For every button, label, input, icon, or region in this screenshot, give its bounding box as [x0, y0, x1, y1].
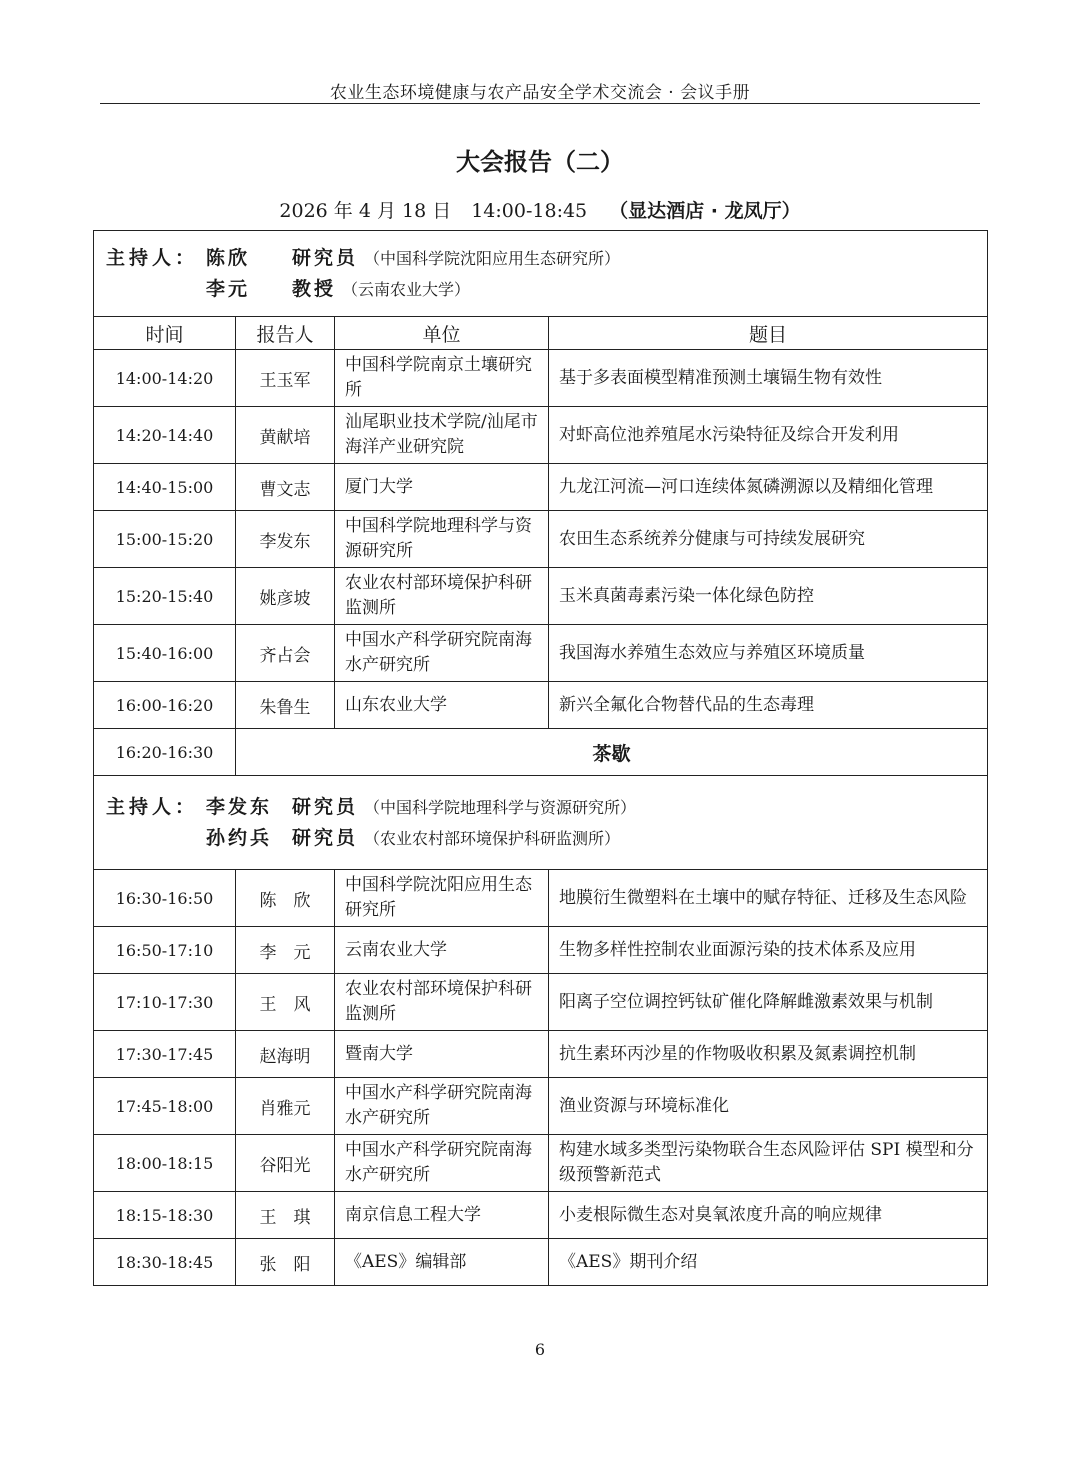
topic-cell: 地膜衍生微塑料在土壤中的赋存特征、迁移及生态风险: [549, 870, 988, 927]
column-header-row: [94, 317, 988, 350]
session-venue: （显达酒店 · 龙凤厅）: [609, 200, 801, 222]
host-label: 主持人：: [106, 795, 199, 818]
time-cell: 14:40-15:00: [94, 464, 236, 511]
running-header: 农业生态环境健康与农产品安全学术交流会 · 会议手册: [329, 83, 751, 103]
speaker-cell: 王 琪: [236, 1192, 335, 1239]
session-time: 14:00-18:45: [471, 200, 588, 222]
speaker-cell: 李 元: [236, 927, 335, 974]
table-row: [94, 464, 988, 511]
time-cell: 16:00-16:20: [94, 682, 236, 729]
time-cell: 14:20-14:40: [94, 407, 236, 464]
table-row: [94, 625, 988, 682]
host-title: 研究员: [292, 246, 359, 269]
org-cell: 中国水产科学研究院南海水产研究所: [335, 625, 549, 682]
org-cell: 南京信息工程大学: [335, 1192, 549, 1239]
org-cell: 农业农村部环境保护科研监测所: [335, 974, 549, 1031]
topic-cell: 《AES》期刊介绍: [549, 1239, 988, 1286]
topic-cell: 九龙江河流—河口连续体氮磷溯源以及精细化管理: [549, 464, 988, 511]
org-cell: 中国科学院南京土壤研究所: [335, 350, 549, 407]
speaker-cell: 王 风: [236, 974, 335, 1031]
time-cell: 17:45-18:00: [94, 1078, 236, 1135]
topic-cell: 小麦根际微生态对臭氧浓度升高的响应规律: [549, 1192, 988, 1239]
table-row: [94, 1192, 988, 1239]
org-cell: 云南农业大学: [335, 927, 549, 974]
topic-cell: 农田生态系统养分健康与可持续发展研究: [549, 511, 988, 568]
host-title: 教授: [292, 277, 337, 300]
speaker-cell: 谷阳光: [236, 1135, 335, 1192]
time-cell: 16:50-17:10: [94, 927, 236, 974]
topic-cell: 构建水域多类型污染物联合生态风险评估 SPI 模型和分级预警新范式: [549, 1135, 988, 1192]
host-affiliation: （农业农村部环境保护科研监测所）: [364, 828, 621, 848]
time-cell: 16:30-16:50: [94, 870, 236, 927]
topic-cell: 新兴全氟化合物替代品的生态毒理: [549, 682, 988, 729]
schedule-table: [93, 230, 988, 1286]
time-cell: 16:20-16:30: [94, 729, 236, 776]
host-line: [106, 792, 987, 823]
topic-cell: 基于多表面模型精准预测土壤镉生物有效性: [549, 350, 988, 407]
topic-cell: 抗生素环丙沙星的作物吸收积累及氮素调控机制: [549, 1031, 988, 1078]
host-name: 陈欣: [206, 246, 251, 269]
org-cell: 农业农村部环境保护科研监测所: [335, 568, 549, 625]
time-cell: 17:30-17:45: [94, 1031, 236, 1078]
speaker-cell: 王玉军: [236, 350, 335, 407]
table-row: [94, 682, 988, 729]
host-name: 李元: [206, 277, 251, 300]
host-row-session-2: [94, 776, 988, 870]
speaker-cell: 姚彦坡: [236, 568, 335, 625]
host-title: 研究员: [292, 795, 359, 818]
time-cell: 14:00-14:20: [94, 350, 236, 407]
org-cell: 中国科学院地理科学与资源研究所: [335, 511, 549, 568]
speaker-cell: 朱鲁生: [236, 682, 335, 729]
column-header-org: 单位: [335, 317, 549, 350]
host-affiliation: （中国科学院沈阳应用生态研究所）: [364, 248, 621, 268]
table-row: [94, 1078, 988, 1135]
host-cell: [94, 776, 988, 870]
page-title: 大会报告（二）: [456, 148, 624, 176]
tea-break-row: [94, 729, 988, 776]
speaker-cell: 陈 欣: [236, 870, 335, 927]
table-row: [94, 407, 988, 464]
org-cell: 厦门大学: [335, 464, 549, 511]
table-row: [94, 870, 988, 927]
table-row: [94, 974, 988, 1031]
host-name: 李发东: [206, 795, 273, 818]
host-line: [106, 823, 987, 854]
time-cell: 18:00-18:15: [94, 1135, 236, 1192]
table-row: [94, 1031, 988, 1078]
topic-cell: 生物多样性控制农业面源污染的技术体系及应用: [549, 927, 988, 974]
speaker-cell: 肖雅元: [236, 1078, 335, 1135]
host-label: 主持人：: [106, 246, 199, 269]
time-cell: 15:00-15:20: [94, 511, 236, 568]
speaker-cell: 赵海明: [236, 1031, 335, 1078]
host-line: [106, 274, 987, 305]
host-name: 孙约兵: [206, 826, 273, 849]
org-cell: 山东农业大学: [335, 682, 549, 729]
speaker-cell: 李发东: [236, 511, 335, 568]
header-rule: [100, 103, 980, 104]
time-cell: 18:30-18:45: [94, 1239, 236, 1286]
table-row: [94, 511, 988, 568]
speaker-cell: 黄献培: [236, 407, 335, 464]
table-row: [94, 1135, 988, 1192]
host-affiliation: （中国科学院地理科学与资源研究所）: [364, 797, 637, 817]
column-header-speaker: 报告人: [236, 317, 335, 350]
org-cell: 中国水产科学研究院南海水产研究所: [335, 1078, 549, 1135]
topic-cell: 我国海水养殖生态效应与养殖区环境质量: [549, 625, 988, 682]
table-row: [94, 350, 988, 407]
org-cell: 中国水产科学研究院南海水产研究所: [335, 1135, 549, 1192]
host-affiliation: （云南农业大学）: [342, 279, 471, 299]
topic-cell: 渔业资源与环境标准化: [549, 1078, 988, 1135]
column-header-time: 时间: [94, 317, 236, 350]
speaker-cell: 张 阳: [236, 1239, 335, 1286]
page-number: 6: [534, 1340, 546, 1359]
time-cell: 15:20-15:40: [94, 568, 236, 625]
host-cell: [94, 231, 988, 317]
topic-cell: 玉米真菌毒素污染一体化绿色防控: [549, 568, 988, 625]
time-cell: 18:15-18:30: [94, 1192, 236, 1239]
org-cell: 《AES》编辑部: [335, 1239, 549, 1286]
topic-cell: 对虾高位池养殖尾水污染特征及综合开发利用: [549, 407, 988, 464]
speaker-cell: 齐占会: [236, 625, 335, 682]
host-row-session-1: [94, 231, 988, 317]
time-cell: 17:10-17:30: [94, 974, 236, 1031]
host-line: [106, 243, 987, 274]
org-cell: 暨南大学: [335, 1031, 549, 1078]
org-cell: 汕尾职业技术学院/汕尾市海洋产业研究院: [335, 407, 549, 464]
topic-cell: 阳离子空位调控钙钛矿催化降解雌激素效果与机制: [549, 974, 988, 1031]
time-cell: 15:40-16:00: [94, 625, 236, 682]
session-info: [0, 196, 1080, 223]
table-row: [94, 568, 988, 625]
column-header-topic: 题目: [549, 317, 988, 350]
table-row: [94, 1239, 988, 1286]
session-date: 2026 年 4 月 18 日: [279, 200, 452, 222]
org-cell: 中国科学院沈阳应用生态研究所: [335, 870, 549, 927]
host-title: 研究员: [292, 826, 359, 849]
speaker-cell: 曹文志: [236, 464, 335, 511]
table-row: [94, 927, 988, 974]
tea-break-label: 茶歇: [236, 729, 988, 776]
